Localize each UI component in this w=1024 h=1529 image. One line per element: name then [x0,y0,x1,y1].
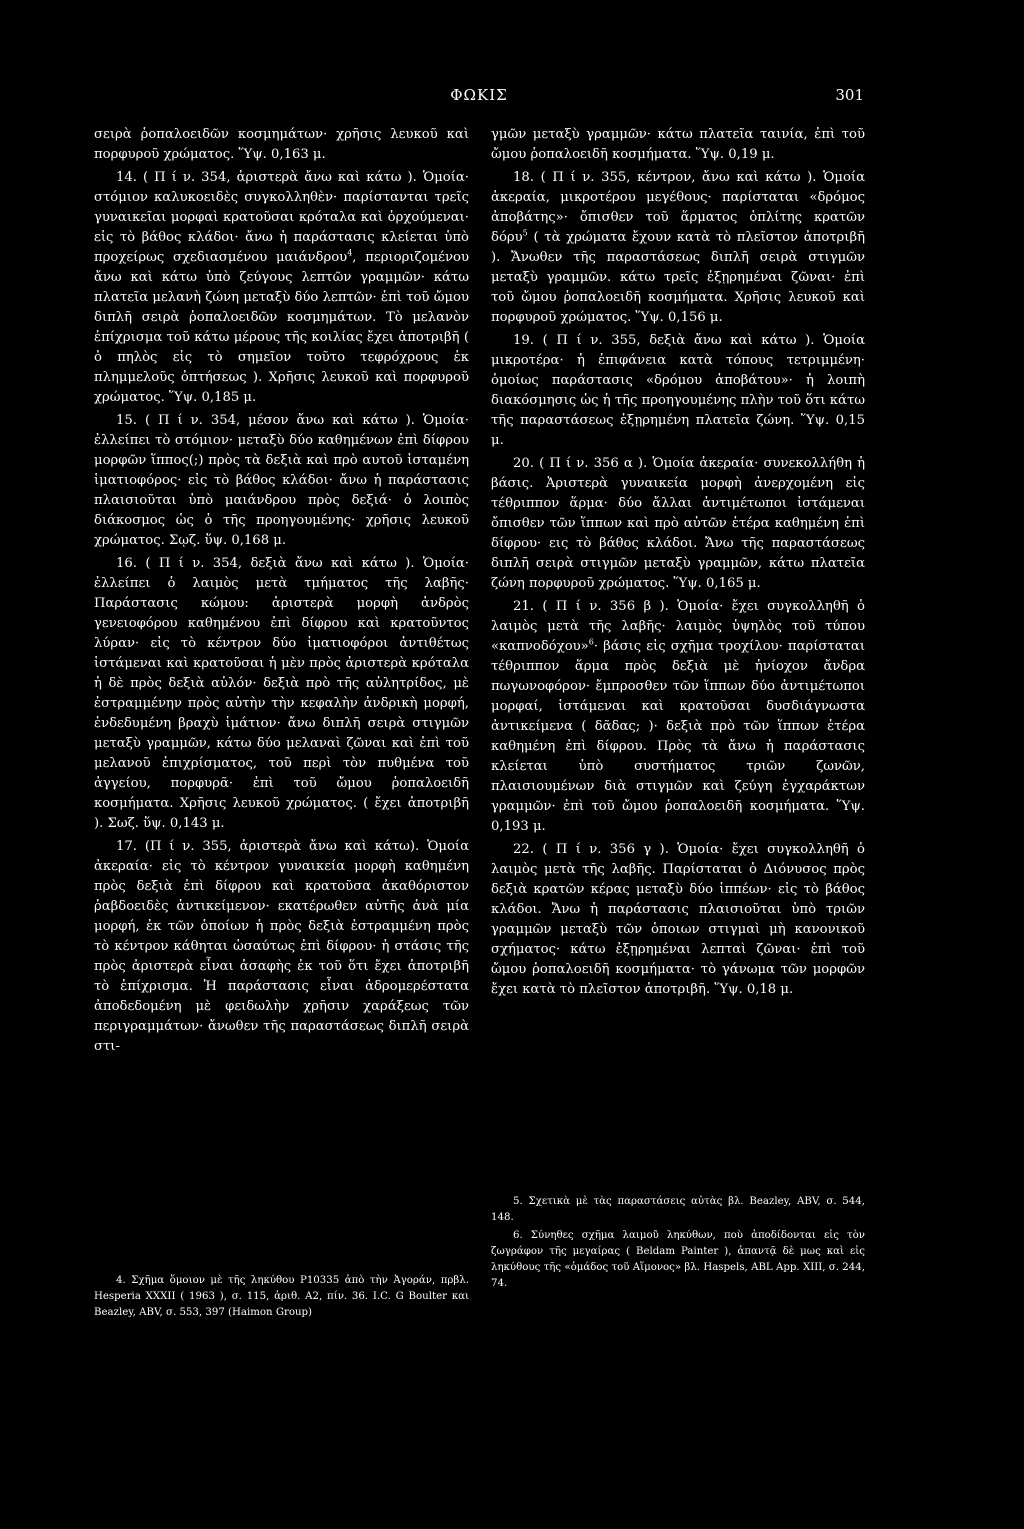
left-column [94,125,469,1060]
left-footnotes [94,1273,469,1323]
paragraph [94,168,469,408]
paragraph-text: 18. ( Π ί ν. 355, κέντρον, ἄνω καὶ κάτω ). Ὁμοία ἀκεραία, μικροτέρου μεγέθους· παρίσταται «δρόμος ἀποβάτης»· ὄπισθεν τοῦ ἅρματος ὁπλίτης κρατῶν δόρυ [491,170,865,245]
paragraph: 19. ( Π ί ν. 355, δεξιὰ ἄνω καὶ κάτω ). Ὁμοία μικροτέρα· ἡ ἐπιφάνεια κατὰ τόπους τετριμμένη· ὁμοίως παράστασις «δρόμου ἀποβάτου»· ἡ λοιπὴ διακόσμησις ὡς ἡ τῆς προηγουμένης πλὴν τοῦ ὅτι κάτω τῆς παραστάσεως ἐξῃρημένη πλατεῖα ζώνη. Ὕψ. 0,15 μ. [491,333,865,448]
footnote-ref: 5 [522,228,528,238]
paragraph: 16. ( Π ί ν. 354, δεξιὰ ἄνω καὶ κάτω ). Ὁμοία· ἐλλείπει ὁ λαιμὸς μετὰ τμήματος τῆς λαβῆς· Παράστασις κώμου: ἀριστερὰ μορφὴ ἀνδρὸς γενειοφόρου καθημένου ἐπὶ δίφρου καὶ κρατοῦντος λύραν· εἰς τὸ κέντρον δύο ἱματιοφόροι ἀντιθέτως ἱστάμεναι καὶ κρατοῦσαι ἡ μὲν πρὸς ἀριστερὰ κρόταλα ἡ δὲ πρὸς δεξιὰ αὐλόν· δεξιὰ πρὸ τῆς αὐλητρίδος, μὲ ἐστραμμένην πρὸς αὐτὴν τὴν κεφαλὴν ἀνδρικὴ μορφή, ἐνδεδυμένη βραχὺ ἱμάτιον· ἄνω διπλῆ σειρὰ στιγμῶν μεταξὺ γραμμῶν, κάτω δύο μελαναὶ ζῶναι καὶ ἐπὶ τοῦ μελανοῦ ἐπιχρίσματος, τοῦ περὶ τὸν πυθμένα τοῦ ἀγγείου, πορφυρᾶ· ἐπὶ τοῦ ὤμου ῥοπαλοειδῆ κοσμήματα. Χρῆσις λευκοῦ χρώματος. ( ἔχει ἀποτριβῆ ). Σωζ. ὕψ. 0,143 μ. [94,556,469,831]
paragraph [491,597,865,837]
page-number: 301 [835,86,864,104]
paragraph: γμῶν μεταξὺ γραμμῶν· κάτω πλατεῖα ταινία, ἐπὶ τοῦ ὤμου ῥοπαλοειδῆ κοσμήματα. Ὕψ. 0,19 μ. [491,127,865,162]
paragraph-text: ( τὰ χρώματα ἔχουν κατὰ τὸ πλεῖστον ἀποτριβῆ ). Ἄνωθεν τῆς παραστάσεως διπλῆ σειρὰ στιγμῶν μεταξὺ γραμμῶν. κάτω τρεῖς ἐξῃρημέναι ζῶναι· ἐπὶ τοῦ ὤμου ῥοπαλοειδῆ κοσμήματα. Χρῆσις λευκοῦ καὶ πορφυροῦ χρώματος. Ὕψ. 0,156 μ. [491,230,865,325]
footnote: 4. Σχῆμα ὅμοιον μὲ τῆς ληκύθου P10335 ἀπὸ τὴν Ἀγοράν, πρβλ. Hesperia XXXII ( 1963 ), σ. 115, ἀριθ. A2, πίν. 36. I.C. G Boulter και Beazley, ABV, σ. 553, 397 (Haimon Group) [94,1275,469,1318]
paragraph-text: , περιοριζομένου ἄνω καὶ κάτω ὑπὸ ζεύγους λεπτῶν γραμμῶν· κάτω πλατεῖα μελανὴ ζώνη μεταξὺ δύο λεπτῶν· ἐπὶ τοῦ ὤμου διπλῆ σειρὰ ῥοπαλοειδῶν κοσμημάτων. Τὸ μελανὸν ἐπίχρισμα τοῦ κάτω μέρους τῆς κοιλίας ἔχει ἀποτριβῆ ( ὁ πηλὸς εἰς τὸ σημεῖον τοῦτο τεφρόχρους ἐκ πλημμελοῦς ὀπτήσεως ). Χρῆσις λευκοῦ καὶ πορφυροῦ χρώματος. Ὕψ. 0,185 μ. [94,250,469,405]
paragraph-text: · βάσις εἰς σχῆμα τροχίλου· παρίσταται τέθριππον ἅρμα πρὸς δεξιὰ μὲ ἡνίοχον ἄνδρα πωγωνοφόρον· ἔμπροσθεν τῶν ἵππων δύο ἀντιμέτωποι μορφαί, ἱστάμεναι καὶ κρατοῦσαι δυσδιάγνωστα ἀντικείμενα ( δᾶδας; )· δεξιὰ πρὸ τῶν ἵππων ἑτέρα καθημένη ἐπὶ δίφρου. Πρὸς τὰ ἄνω ἡ παράστασις κλείεται ὑπὸ συστήματος τριῶν ζωνῶν, πλαισιουμένων διὰ στιγμῶν καὶ ζεύγη ἐγχαράκτων γραμμῶν· ἐπὶ τοῦ ὤμου ῥοπαλοειδῆ κοσμήματα. Ὕψ. 0,193 μ. [491,639,865,834]
paragraph: 17. (Π ί ν. 355, ἀριστερὰ ἄνω καὶ κάτω). Ὁμοία ἀκεραία· εἰς τὸ κέντρον γυναικεία μορφὴ καθημένη πρὸς δεξιὰ ἐπὶ δίφρου καὶ κρατοῦσα ἀκαθόριστον ῥαβδοειδὲς ἀντικείμενον· εκατέρωθεν αὐτῆς ἀνὰ μία μορφή, ἐκ τῶν ὁποίων ἡ πρὸς δεξιὰ ἐστραμμένη πρὸς τὸ κέντρον κάθηται ὡσαύτως ἐπὶ δίφρου· ἡ στάσις τῆς πρὸς ἀριστερὰ εἶναι ἀσαφὴς ἐκ τοῦ ὅτι ἔχει ἀποτριβῆ τὸ ἐπίχρισμα. Ἡ παράστασις εἶναι ἀδρομερέστατα ἀποδεδομένη μὲ φειδωλὴν χρῆσιν χαράξεως τῶν περιγραμμάτων· ἄνωθεν τῆς παραστάσεως διπλῆ σειρὰ στι- [94,839,469,1054]
paragraph [491,168,865,328]
paragraph: σειρὰ ῥοπαλοειδῶν κοσμημάτων· χρῆσις λευκοῦ καὶ πορφυροῦ χρώματος. Ὕψ. 0,163 μ. [94,127,469,162]
footnote-ref: 4 [347,248,353,258]
footnote: 5. Σχετικὰ μὲ τὰς παραστάσεις αὐτὰς βλ. Beazley, ABV, σ. 544, 148. [491,1196,865,1223]
running-title: ΦΩΚΙΣ [450,86,508,104]
paragraph: 22. ( Π ί ν. 356 γ ). Ὁμοία· ἔχει συγκολληθῆ ὁ λαιμὸς μετὰ τῆς λαβῆς. Παρίσταται ὁ Διόνυσος πρὸς δεξιὰ κρατῶν κέρας μεταξὺ δύο ἱππέων· εἰς τὸ βάθος κλάδοι. Ἄνω ἡ παράστασις πλαισιοῦται ὑπὸ τριῶν γραμμῶν μεταξὺ τῶν ὁποιων στιγμαὶ μὴ κανονικοῦ σχήματος· κάτω ἐξῃρημέναι λεπταὶ ζῶναι· ἐπὶ τοῦ ὤμου ῥοπαλοειδῆ κοσμήματα· τὸ γάνωμα τῶν μορφῶν ἔχει κατὰ τὸ πλεῖστον ἀποτριβῆ. Ὕψ. 0,18 μ. [491,842,865,997]
right-column [491,125,865,1003]
right-footnotes [491,1194,865,1294]
paragraph: 20. ( Π ί ν. 356 α ). Ὁμοία ἀκεραία· συνεκολλήθη ἡ βάσις. Ἀριστερὰ γυναικεία μορφὴ ἀνερχομένη εἰς τέθριππον ἅρμα· δύο ἄλλαι ἀντιμέτωποι ἱστάμεναι ὄπισθεν τῶν ἵππων καὶ πρὸ αὐτῶν ἑτέρα καθημένη ἐπὶ δίφρου· εις τὸ βάθος κλάδοι. Ἄνω τῆς παραστάσεως διπλῆ σειρὰ στιγμῶν μεταξὺ γραμμῶν, κάτω πλατεῖα ζώνη πορφυροῦ χρώματος. Ὕψ. 0,165 μ. [491,456,865,591]
footnote-ref: 6 [588,637,594,647]
footnote: 6. Σύνηθες σχῆμα λαιμοῦ ληκύθων, ποὺ ἀποδίδονται εἰς τὸν ζωγράφον τῆς μεγαίρας ( Beldam Painter ), ἀπαντᾷ δὲ μως καὶ εἰς ληκύθους τῆς «ὁμάδος τοῦ Αἵμονος» βλ. Haspels, ABL App. XIII, σ. 244, 74. [491,1230,865,1289]
paragraph: 15. ( Π ί ν. 354, μέσον ἄνω καὶ κάτω ). Ὁμοία· ἐλλείπει τὸ στόμιον· μεταξὺ δύο καθημένων ἐπὶ δίφρου μορφῶν ἵππος(;) πρὸς τὰ δεξιὰ καὶ πρὸ αυτοῦ ἱσταμένη ἱματιοφόρος· εἰς τὸ βάθος κλάδοι· ἄνω ἡ παράστασις πλαισιοῦται ὑπὸ μαιάνδρου πρὸς δεξιά· ὁ λοιπὸς διάκοσμος ὡς ὁ τῆς προηγουμένης· χρῆσις λευκοῦ χρώματος. Σῳζ. ὕψ. 0,168 μ. [94,413,469,548]
paragraph-text: 14. ( Π ί ν. 354, ἀριστερὰ ἄνω καὶ κάτω ). Ὁμοία· στόμιον καλυκοειδὲς συγκολληθὲν· παρίστανται τρεῖς γυναικεῖαι μορφαὶ κρατοῦσαι κρόταλα καὶ ὀρχούμεναι· εἰς τὸ βάθος κλάδοι· ἄνω ἡ παράστασις κλείεται ὑπὸ προχείρως σχεδιασμένου μαιάνδρου [94,170,469,265]
paragraph-text: 21. ( Π ί ν. 356 β ). Ὁμοία· ἔχει συγκολληθῆ ὁ λαιμὸς μετὰ τῆς λαβῆς· λαιμὸς ὑψηλὸς τοῦ τύπου «καπνοδόχου» [491,599,865,654]
running-head [94,86,864,110]
